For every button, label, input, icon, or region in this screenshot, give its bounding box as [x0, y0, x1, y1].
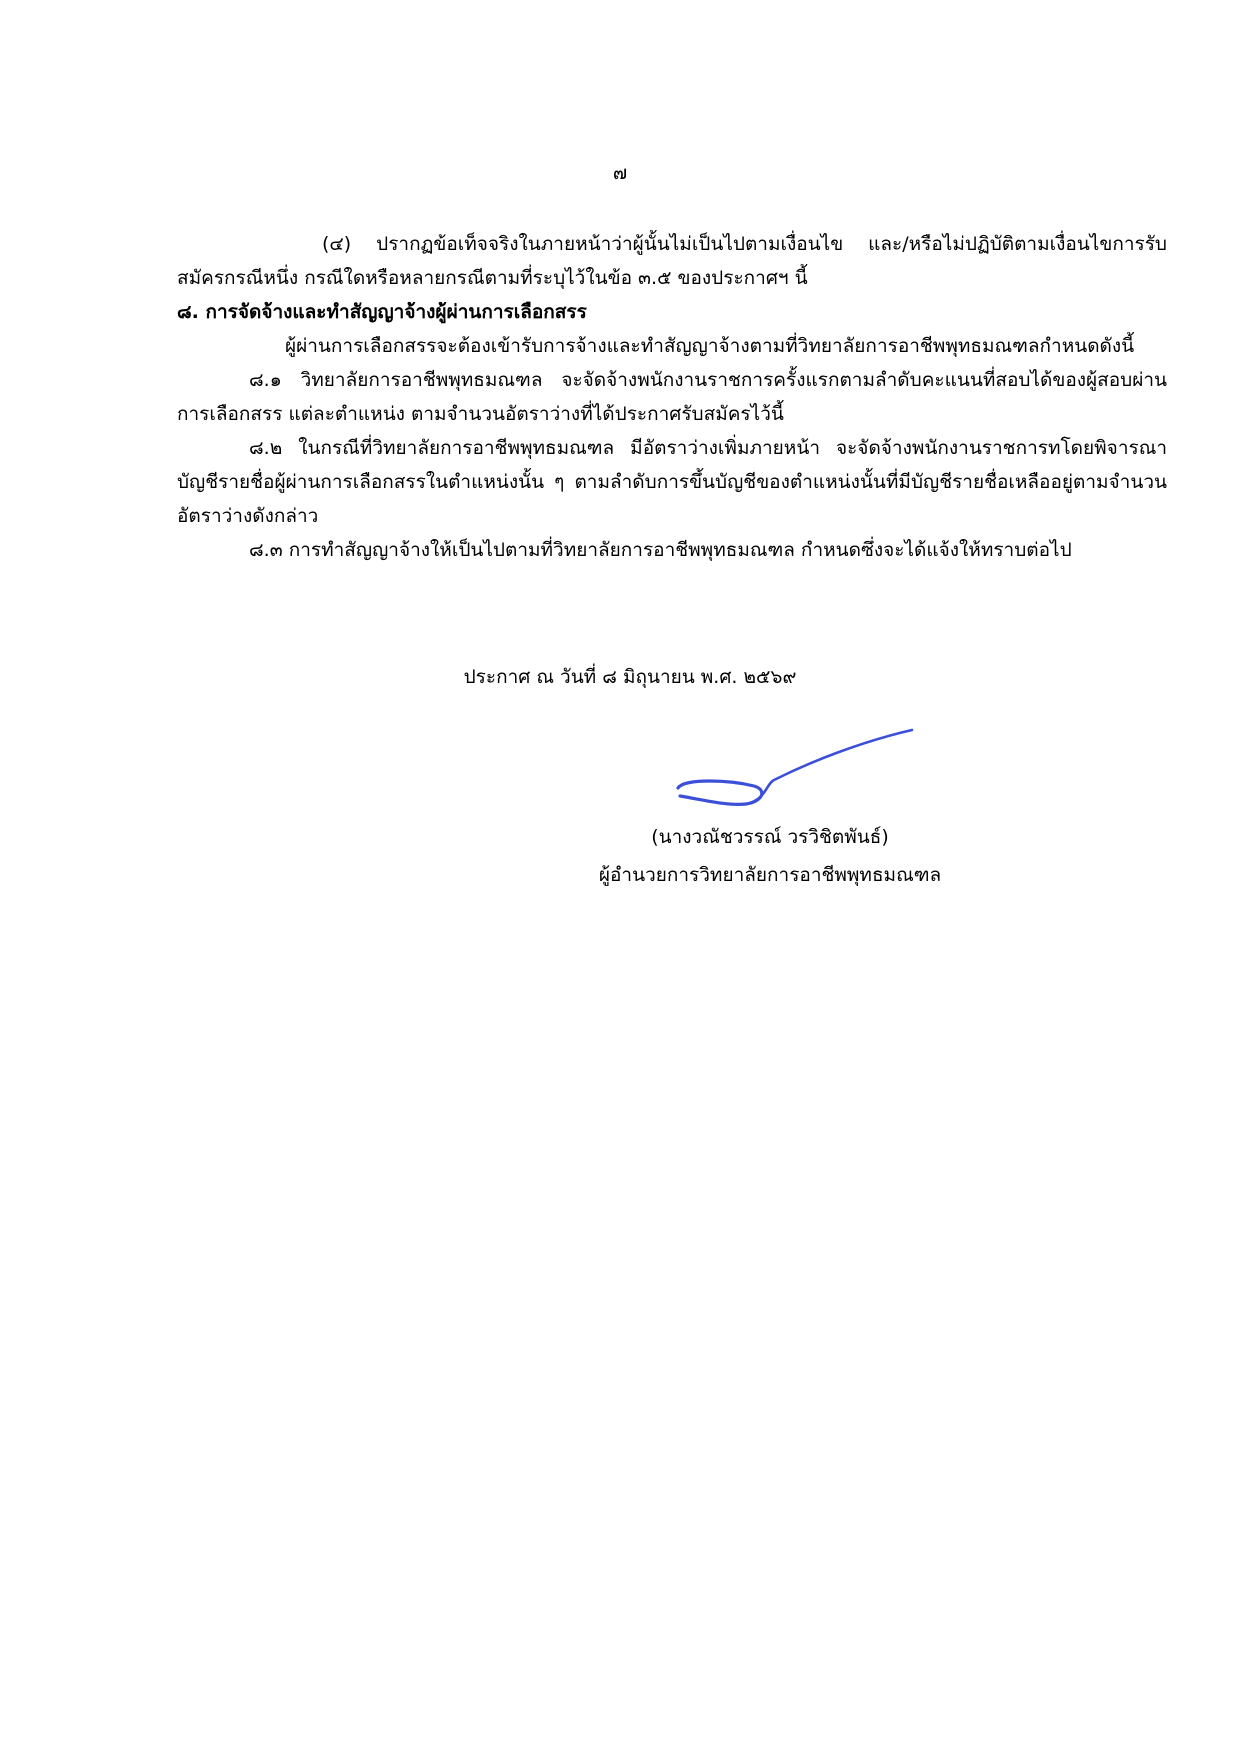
section-8-intro: ผู้ผ่านการเลือกสรรจะต้องเข้ารับการจ้างและทำสัญญาจ้างตามที่วิทยาลัยการอาชีพพุทธมณฑลกำหนดดังนี้	[285, 335, 1135, 357]
paragraph-item-4: (๔) ปรากฏข้อเท็จจริงในภายหน้าว่าผู้นั้นไม่เป็นไปตามเงื่อนไข และ/หรือไม่ปฏิบัติตามเงื่อนไขการรับสมัครกรณีหนึ่ง กรณีใดหรือหลายกรณีตามที่ระบุไว้ในข้อ ๓.๕ ของประกาศฯ นี้	[177, 233, 1167, 289]
signer-position: ผู้อำนวยการวิทยาลัยการอาชีพพุทธมณฑล	[598, 864, 942, 886]
signer-name: (นางวณัชวรรณ์ วรวิชิตพันธ์)	[651, 826, 889, 848]
signer-block	[560, 818, 980, 894]
document-body	[177, 227, 1167, 567]
section-8-item-1: ๘.๑ วิทยาลัยการอาชีพพุทธมณฑล จะจัดจ้างพนักงานราชการครั้งแรกตามลำดับคะแนนที่สอบได้ของผู้สอบผ่านการเลือกสรร แต่ละตำแหน่ง ตามจำนวนอัตราว่างที่ได้ประกาศรับสมัครไว้นี้	[177, 369, 1167, 425]
section-8-item-2: ๘.๒ ในกรณีที่วิทยาลัยการอาชีพพุทธมณฑล มีอัตราว่างเพิ่มภายหน้า จะจัดจ้างพนักงานราชการทโดยพิจารณาบัญชีรายชื่อผู้ผ่านการเลือกสรรในตำแหน่งนั้น ๆ ตามลำดับการขึ้นบัญชีของตำแหน่งนั้นที่มีบัญชีรายชื่อเหลืออยู่ตามจำนวนอัตราว่างดังกล่าว	[177, 437, 1167, 527]
section-heading-8: ๘. การจัดจ้างและทำสัญญาจ้างผู้ผ่านการเลือกสรร	[177, 301, 587, 323]
announcement-date: ประกาศ ณ วันที่ ๘ มิถุนายน พ.ศ. ๒๕๖๙	[463, 666, 797, 688]
page-number: ๗	[612, 162, 628, 184]
signature-stroke	[678, 781, 762, 804]
signature-stroke	[746, 730, 912, 804]
handwritten-signature	[670, 722, 920, 812]
section-8-item-3: ๘.๓ การทำสัญญาจ้างให้เป็นไปตามที่วิทยาลัยการอาชีพพุทธมณฑล กำหนดซึ่งจะได้แจ้งให้ทราบต่อไป	[249, 539, 1072, 561]
